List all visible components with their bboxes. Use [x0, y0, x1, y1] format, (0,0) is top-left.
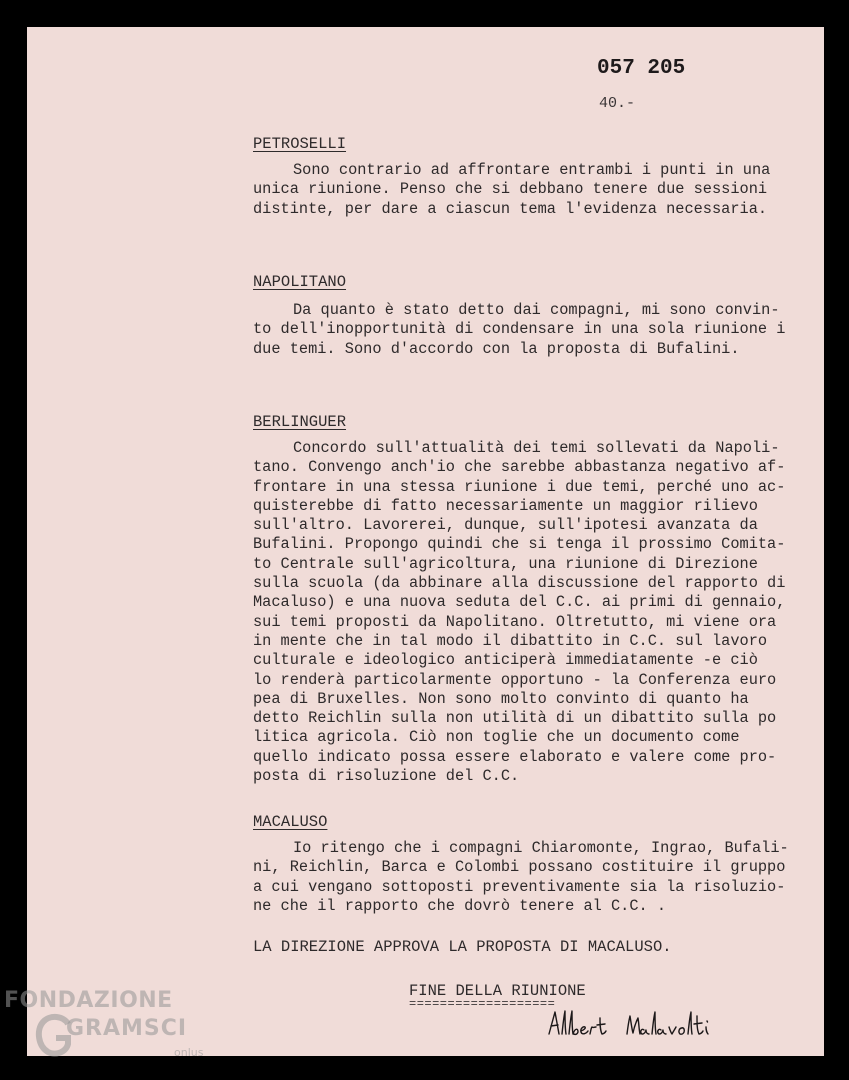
text-line: pea di Bruxelles. Non sono molto convinto di quanto ha — [253, 689, 749, 708]
text-line: quello indicato possa essere elaborato e valere come pro- — [253, 747, 777, 766]
archive-watermark — [4, 988, 244, 1068]
text-line: frontare in una stessa riunione i due temi, perché uno ac- — [253, 477, 786, 496]
text-line: sull'altro. Lavorerei, dunque, sull'ipotesi avanzata da — [253, 516, 758, 535]
text-line: in mente che in tal modo il dibattito in C.C. sul lavoro — [253, 631, 768, 650]
text-line: litica agricola. Ciò non toglie che un documento come — [253, 728, 740, 747]
text-line: tano. Convengo anch'io che sarebbe abbastanza negativo af- — [253, 458, 786, 477]
text-line: Sono contrario ad affrontare entrambi i punti in una — [293, 161, 771, 179]
text-line: ne che il rapporto che dovrò tenere al C.C. . — [253, 896, 667, 915]
speaker-macaluso: MACALUSO — [253, 813, 328, 831]
paragraph-berlinguer — [253, 439, 785, 786]
text-line: sulla scuola (da abbinare alla discussione del rapporto di — [253, 574, 786, 593]
text-line: culturale e ideologico anticiperà immediatamente -e ciò — [253, 651, 758, 670]
speaker-napolitano: NAPOLITANO — [253, 273, 347, 291]
text-line: Io ritengo che i compagni Chiaromonte, Ingrao, Bufali- — [293, 839, 789, 857]
decision-statement: LA DIREZIONE APPROVA LA PROPOSTA DI MACALUSO. — [253, 938, 672, 956]
speaker-petroselli: PETROSELLI — [253, 135, 347, 153]
watermark-line1: FONDAZIONE — [4, 988, 173, 1013]
text-line: to dell'inopportunità di condensare in una sola riunione i — [253, 320, 786, 339]
paragraph-napolitano — [253, 301, 785, 359]
text-line: quisterebbe di fatto necessariamente un maggior rilievo — [253, 496, 758, 515]
text-line: ni, Reichlin, Barca e Colombi possano costituire il gruppo — [253, 858, 786, 877]
page-number: 40.- — [599, 95, 636, 112]
text-line: posta di risoluzione del C.C. — [253, 767, 520, 786]
text-line: due temi. Sono d'accordo con la proposta di Bufalini. — [253, 339, 740, 358]
watermark-line3: onlus — [174, 1046, 204, 1059]
end-title: FINE DELLA RIUNIONE — [409, 982, 586, 1000]
speaker-berlinguer: BERLINGUER — [253, 413, 347, 431]
text-line: unica riunione. Penso che si debbano tenere due sessioni — [253, 180, 768, 199]
text-line: to Centrale sull'agricoltura, una riunione di Direzione — [253, 554, 758, 573]
text-line: a cui vengano sottoposti preventivamente sia la risoluzio- — [253, 877, 786, 896]
end-title-rule: =================== — [409, 997, 556, 1011]
text-line: Da quanto è stato detto dai compagni, mi sono convin- — [293, 301, 780, 319]
watermark-line2: GRAMSCI — [66, 1016, 188, 1041]
text-line: detto Reichlin sulla non utilità di un dibattito sulla po — [253, 709, 777, 728]
paragraph-macaluso — [253, 839, 789, 916]
text-line: Macaluso) e una nuova seduta del C.C. ai primi di gennaio, — [253, 593, 786, 612]
text-line: Bufalini. Propongo quindi che si tenga il prossimo Comita- — [253, 535, 786, 554]
document-page — [27, 27, 824, 1056]
text-line: lo renderà particolarmente opportuno - la Conferenza euro — [253, 670, 777, 689]
paragraph-petroselli — [253, 161, 770, 219]
handwritten-signature — [545, 1006, 745, 1050]
text-line: Concordo sull'attualità dei temi sollevati da Napoli- — [293, 439, 780, 457]
text-line: distinte, per dare a ciascun tema l'evidenza necessaria. — [253, 199, 768, 218]
reference-number: 057 205 — [597, 57, 686, 80]
text-line: sui temi proposti da Napolitano. Oltretutto, mi viene ora — [253, 612, 777, 631]
